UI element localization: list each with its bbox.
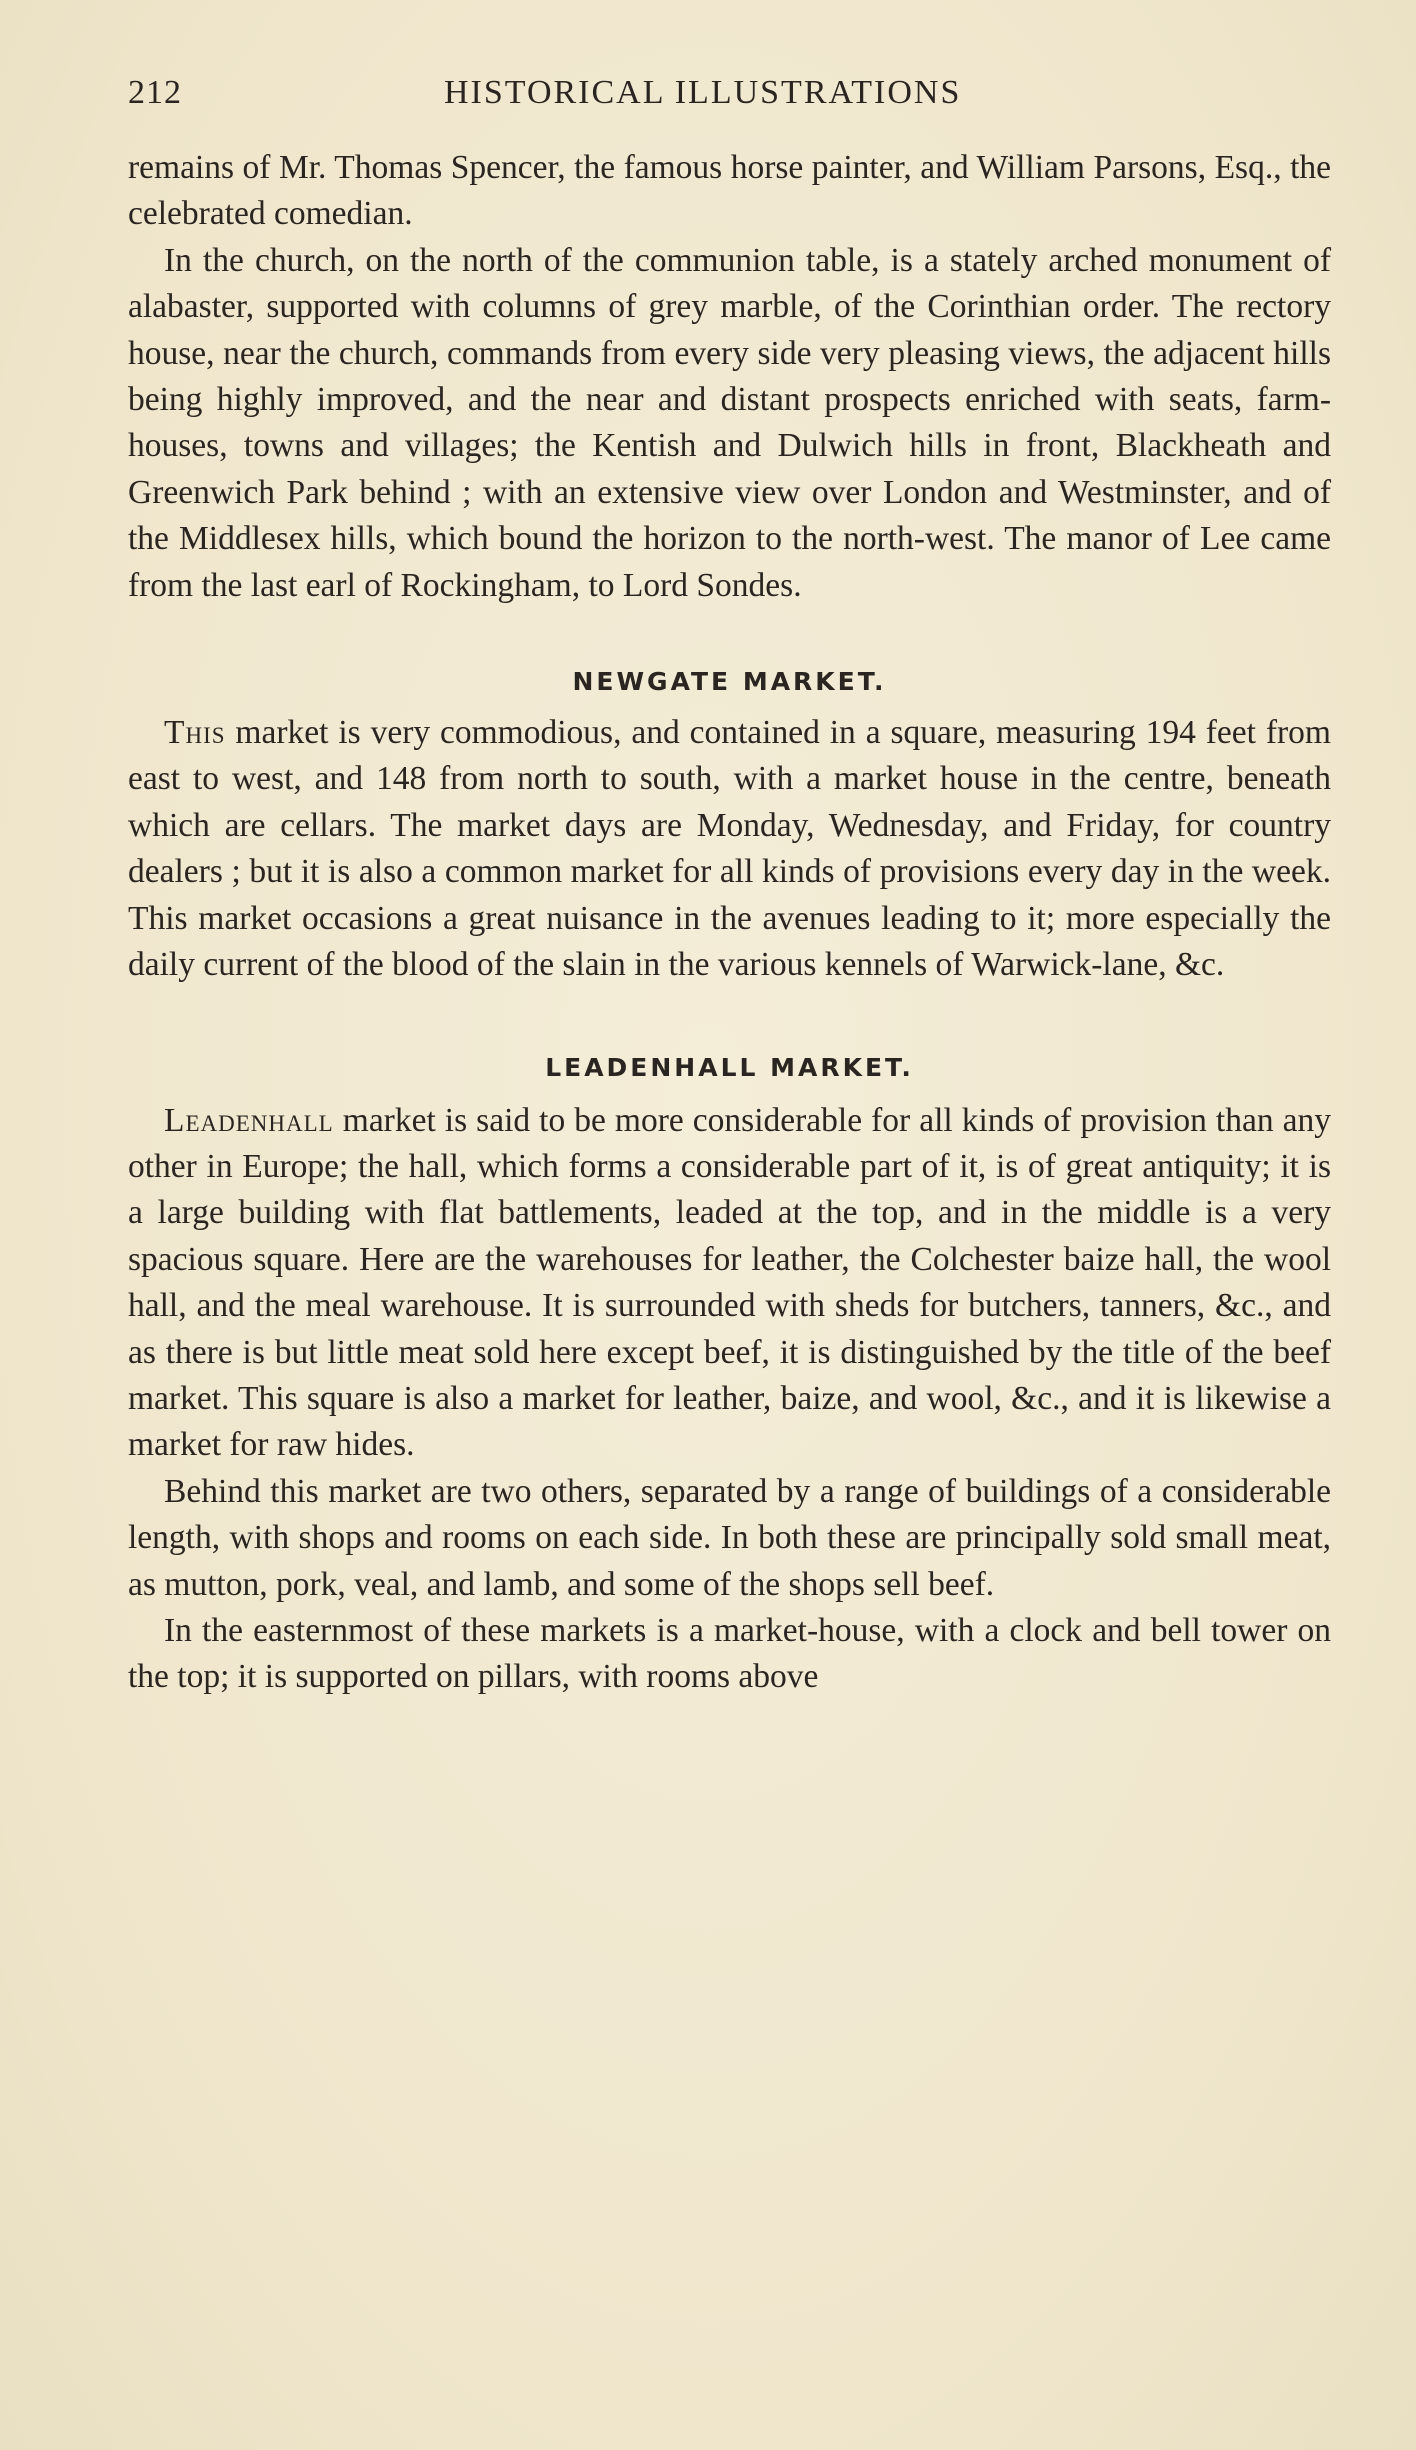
- section-heading-leadenhall: LEADENHALL MARKET.: [545, 1052, 914, 1082]
- paragraph-newgate: [128, 710, 1331, 988]
- paragraph-continuation: remains of Mr. Thomas Spencer, the famous horse painter, and William Parsons, Esq., the celebrated comedian.: [128, 149, 1331, 233]
- paragraph-church-rectory: In the church, on the north of the communion table, is a stately arched monument of alabaster, supported with columns of grey marble, of the Corinthian order. The rectory house, near the church, commands from every side very pleasing views, the adjacent hills being highly improved, and the near and distant prospects enriched with seats, farm-houses, towns and villages; the Kentish and Dulwich hills in front, Blackheath and Greenwich Park behind ; with an extensive view over London and Westminster, and of the Middlesex hills, which bound the horizon to the north-west. The manor of Lee came from the last earl of Rockingham, to Lord Sondes.: [128, 241, 1331, 604]
- running-title: HISTORICAL ILLUSTRATIONS: [444, 74, 962, 111]
- page-number: 212: [128, 74, 182, 111]
- paragraph-text: market is very commodious, and contained in a square, measuring 194 feet from east to west, and 148 from north to south, with a market house in the centre, beneath which are cellars. The market days are Monday, Wednesday, and Friday, for country dealers ; but it is also a common market for all kinds of provisions every day in the week. This market occasions a great nuisance in the avenues leading to it; more especially the daily current of the blood of the slain in the various kennels of Warwick-lane, &c.: [128, 714, 1331, 984]
- lead-word: Leadenhall: [164, 1101, 334, 1139]
- body-text: [128, 145, 1331, 1701]
- lead-word: This: [164, 714, 226, 752]
- paragraph-text: market is said to be more considerable for all kinds of provision than any other in Europe; the hall, which forms a considerable part of it, is of great antiquity; it is a large building with flat battlements, leaded at the top, and in the middle is a very spacious square. Here are the warehouses for leather, the Colchester baize hall, the wool hall, and the meal warehouse. It is surrounded with sheds for butchers, tanners, &c., and as there is but little meat sold here except beef, it is distinguished by the title of the beef market. This square is also a market for leather, baize, and wool, &c., and it is likewise a market for raw hides.: [128, 1101, 1331, 1464]
- paragraph-leadenhall: [128, 1098, 1331, 1469]
- running-header: [128, 74, 1328, 124]
- paragraph-behind-market: Behind this market are two others, separated by a range of buildings of a considerable length, with shops and rooms on each side. In both these are principally sold small meat, as mutton, pork, veal, and lamb, and some of the shops sell beef.: [128, 1472, 1331, 1603]
- section-heading-newgate: NEWGATE MARKET.: [572, 667, 887, 697]
- paragraph-easternmost-market: In the easternmost of these markets is a market-house, with a clock and bell tower on the top; it is supported on pillars, with rooms above: [128, 1611, 1331, 1696]
